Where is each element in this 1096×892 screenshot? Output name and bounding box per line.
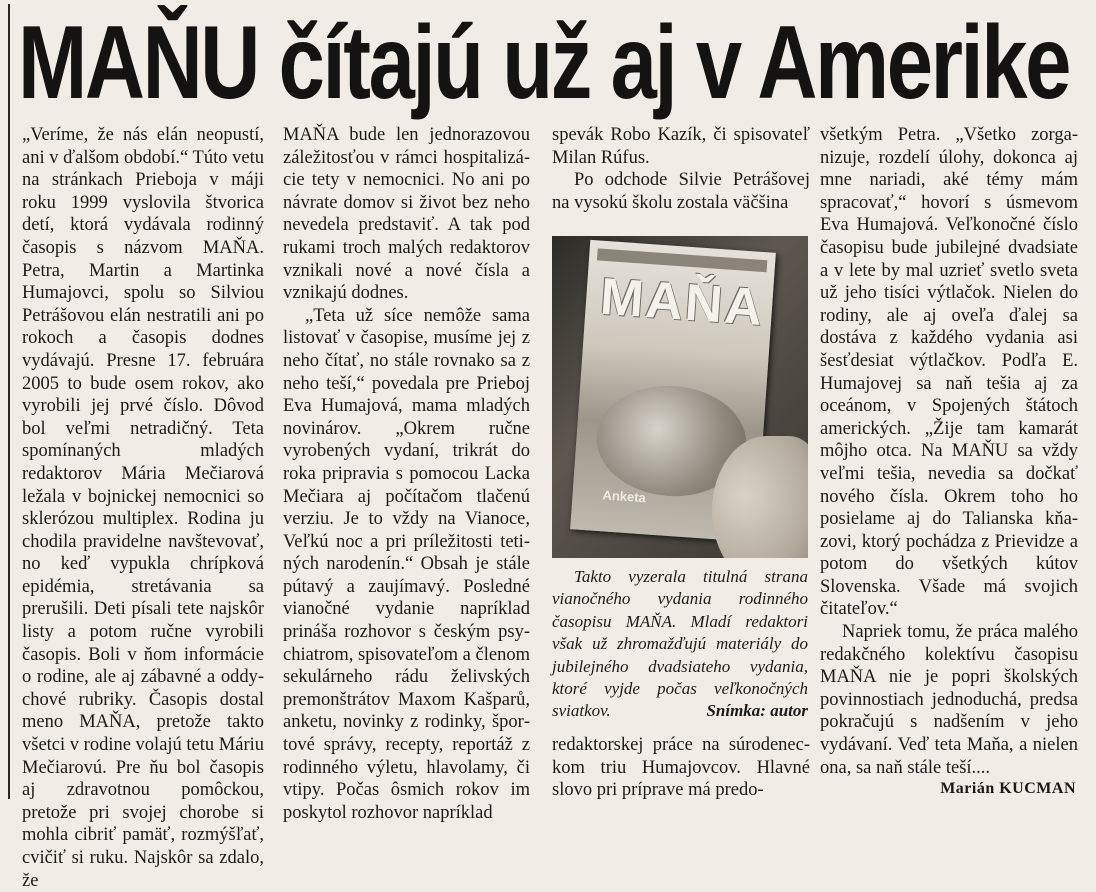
article-column-3-top xyxy=(552,124,810,214)
paragraph: Po odchode Silvie Petrášovej na vysokú školu zostala väčšina xyxy=(552,170,810,213)
headline: MAŇU čítajú už aj v Amerike xyxy=(18,5,1070,121)
magazine-photo xyxy=(552,236,808,558)
paragraph: MAŇA bude len jednorazovou záležitosťou v rámci hospitalizácie tety v nemocnici. No ani po návrate domov si život bez neho nevedela predstaviť. A tak pod rukami troch malých redaktorov vznikali nové a nové čísla a vznikajú dodnes. xyxy=(283,125,530,304)
paragraph: všetkým Petra. „Všetko zorganizuje, rozdelí úlohy, dokonca aj mne nariadi, aké témy mám spracovať,“ hovorí s úsmevom Eva Humajová. Veľkonočné číslo časopisu bude jubilejné dvadsiate a v lete by mal uzrieť svetlo sveta už jeho tisíci výtlačok. Nielen do rodiny, ale aj oveľa ďalej sa dostáva z každého vydania asi šesťdesiat výtlačkov. Podľa E. Humajovej sa naň tešia aj za oceánom, v Spojených štátoch amerických. „Žije tam kamarát môjho otca. Na MAŇU sa vždy veľmi tešia, nevedia sa dočkať nového čísla. Okrem toho ho posielame aj do Talianska kňazovi, ktorý pochádza z Prievidze a potom do všetkých kútov Slovenska. Všade má svojich čitateľov.“ xyxy=(820,125,1078,620)
magazine-section-label: Anketa xyxy=(602,487,647,506)
column-rule xyxy=(8,4,10,799)
caption-text: Takto vyzerala titulná strana vianočného vydania rodinného časopisu MAŇA. Mladí redaktori však už zhromažďujú materiály do jubilejného dvadsiateho vydania, ktoré vyjde počas veľkonočných sviatkov. xyxy=(552,567,808,721)
paragraph: „Teta už síce nemôže sama listovať v časopise, musíme jej z neho čítať, no stále rovnako sa z neho teší,“ povedala pre Prieboj Eva Humajová, mama mladých novinárov. „Okrem ručne vyrobených vydaní, trikrát do roka pripravia s pomocou Lacka Mečiara aj počítačom tlačenú verziu. Je to vždy na Vianoce, Veľkú noc a pri príležitosti tetiných narodenín.“ Obsah je stále pútavý a zaujímavý. Posledné vianočné vydanie napríklad prináša rozhovor s českým psychiatrom, spisovateľom a členom sekulárneho rádu želivských premonštrátov Maxom Kašparů, anketu, novinky z rodinky, športové správy, recepty, reportáž z rodinného výletu, hlavolamy, či vtipy. Počas ôsmich rokov im poskytol rozhovor napríklad xyxy=(283,305,530,823)
article-column-4 xyxy=(820,124,1078,779)
paragraph: redaktorskej práce na súrodeneckom triu Humajovcov. Hlavné slovo pri príprave má predo- xyxy=(552,735,810,801)
magazine-title: MAŇA xyxy=(598,267,767,338)
article-column-3-bottom xyxy=(552,734,810,802)
photo-caption xyxy=(552,566,808,723)
paragraph: spevák Robo Kazík, či spisovateľ Milan Rúfus. xyxy=(552,125,810,168)
paragraph: Napriek tomu, že práca malého redakčného kolektívu časopisu MAŇA nie je popri školských povinnostiach jednoduchá, predsa pokračujú s nadšením v jeho vydávaní. Veď teta Maňa, a nielen ona, sa naň stále teší.... xyxy=(820,622,1078,778)
article-column-2 xyxy=(283,124,530,824)
article-column-1 xyxy=(22,124,264,892)
paragraph: „Veríme, že nás elán neopustí, ani v ďalšom období.“ Túto vetu na stránkach Prieboja v máji roku 1999 vyslovila štvorica detí, ktorá vydávala rodinný časopis s názvom MAŇA. Petra, Martin a Martinka Humajovci, spolu so Silviou Petrášovou elán nestratili ani po rokoch a časopis dodnes vydávajú. Presne 17. februára 2005 to bude osem rokov, ako vyrobili jej prvé číslo. Dôvod bol veľmi netradičný. Teta spomínaných mladých redaktorov Mária Mečiarová ležala v bojnickej nemocnici so sklerózou multiplex. Rodina ju chodila pravidelne navštevovať, no keď vypukla chrípková epidémia, stretávania sa prerušili. Deti písali tete najskôr listy a potom ručne vyrobili časopis. Boli v ňom informácie o rodine, ale aj zábavné a oddychové rubriky. Časopis dostal meno MAŇA, pretože takto všetci v rodine volajú tetu Máriu Mečiarovú. Pre ňu bol časopis aj zdravotnou pomôckou, pretože pri svojej chorobe si mohla cibriť pamäť, rozmýšľať, cvičiť si ruku. Najskôr sa zdalo, že xyxy=(22,125,264,891)
author-byline: Marián KUCMAN xyxy=(940,780,1076,797)
photo-credit: Snímka: autor xyxy=(706,701,808,721)
